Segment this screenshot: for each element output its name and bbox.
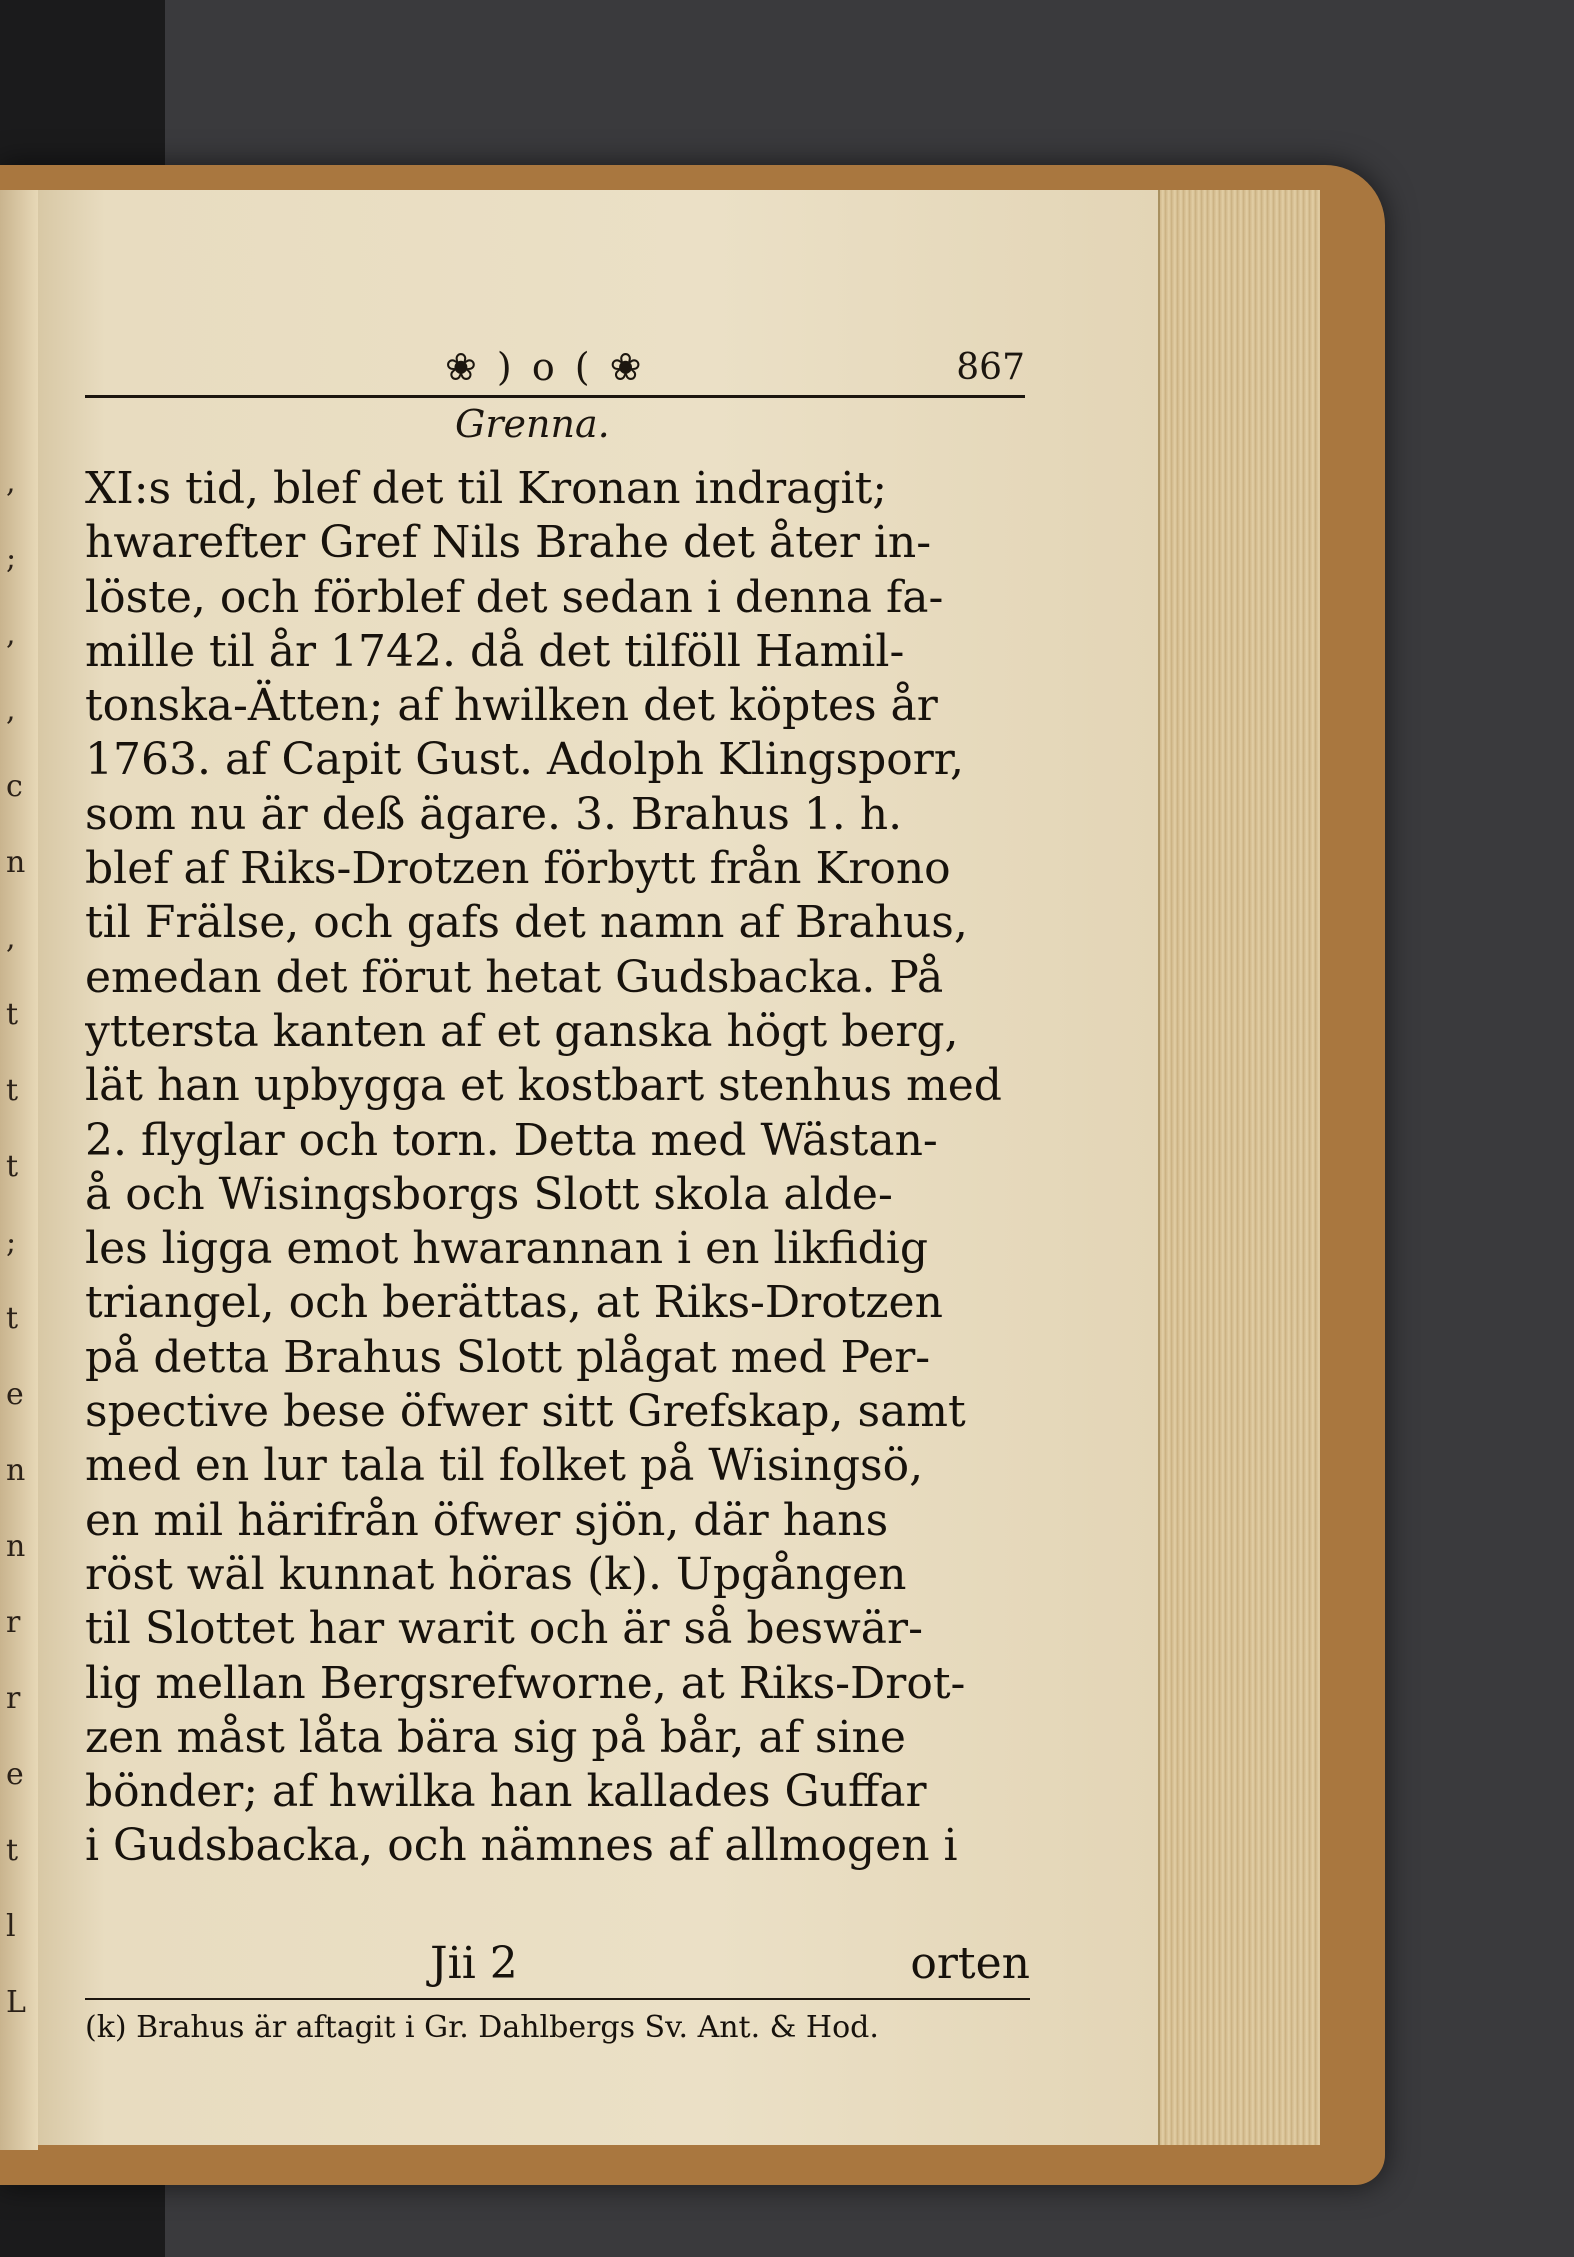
facing-page-glyph: r	[6, 1605, 21, 1640]
page-header	[85, 345, 1025, 405]
text-line: zen måst låta bära sig på bår, af sine	[85, 1711, 906, 1763]
facing-page-glyph: t	[6, 1149, 19, 1184]
facing-page-glyph: ;	[6, 541, 17, 576]
text-line: XI:s tid, blef det til Kronan indragit;	[85, 463, 888, 514]
facing-page-glyph: n	[6, 845, 26, 880]
facing-page-glyph: t	[6, 1301, 19, 1336]
text-line: å och Wisingsborgs Slott skola alde-	[85, 1168, 893, 1220]
facing-page-glyph: ,	[6, 693, 16, 728]
text-line: emedan det förut hetat Gudsbacka. På	[85, 951, 944, 1003]
text-line: tonska-Ätten; af hwilken det köptes år	[85, 680, 938, 732]
text-line: 2. flyglar och torn. Detta med Wästan-	[85, 1114, 938, 1166]
text-line: hwarefter Gref Nils Brahe det åter in-	[85, 517, 932, 569]
text-line: med en lur tala til folket på Wisingsö,	[85, 1440, 924, 1492]
facing-page-glyph: ,	[6, 465, 16, 500]
text-line: lät han upbygga et kostbart stenhus med	[85, 1060, 1002, 1112]
facing-page-glyph: e	[6, 1377, 24, 1412]
text-line: til Slottet har warit och är så beswär-	[85, 1603, 923, 1655]
page-number: 867	[956, 347, 1025, 388]
facing-page-glyph: n	[6, 1529, 26, 1564]
text-line: triangel, och berättas, at Riks-Drotzen	[85, 1277, 943, 1329]
text-line: blef af Riks-Drotzen förbytt från Krono	[85, 843, 951, 895]
facing-page-glyph: ,	[6, 921, 16, 956]
text-line: löste, och förblef det sedan i denna fa-	[85, 571, 944, 623]
text-line: spective bese öfwer sitt Grefskap, samt	[85, 1386, 966, 1438]
text-line: 1763. af Capit Gust. Adolph Klingsporr,	[85, 734, 964, 786]
text-line: i Gudsbacka, och nämnes af allmogen i	[85, 1820, 958, 1872]
facing-page-glyph: n	[6, 1453, 26, 1488]
catchword: orten	[910, 1938, 1030, 1989]
header-rule	[85, 395, 1025, 398]
footnote: (k) Brahus är aftagit i Gr. Dahlbergs Sv. Ant. & Hod.	[85, 2010, 879, 2045]
body-text	[85, 462, 1030, 1874]
facing-page-glyph: t	[6, 1833, 19, 1868]
text-line: yttersta kanten af et ganska högt berg,	[85, 1005, 959, 1057]
catchline	[85, 1938, 1030, 1990]
text-line: som nu är deß ägare. 3. Brahus 1. h.	[85, 788, 903, 840]
facing-page-glyph: ,	[6, 617, 16, 652]
facing-page-edge	[0, 190, 38, 2150]
signature-mark: Jii 2	[430, 1938, 518, 1989]
facing-page-glyph: t	[6, 997, 19, 1032]
text-line: lig mellan Bergsrefworne, at Riks-Drot-	[85, 1657, 966, 1709]
facing-page-glyph: ;	[6, 1225, 17, 1260]
text-line: röst wäl kunnat höras (k). Upgången	[85, 1548, 907, 1600]
text-line: på detta Brahus Slott plågat med Per-	[85, 1331, 931, 1383]
text-line: til Frälse, och gafs det namn af Brahus,	[85, 897, 968, 949]
facing-page-glyph: c	[6, 769, 23, 804]
facing-page-glyph: t	[6, 1073, 19, 1108]
facing-page-glyph: r	[6, 1681, 21, 1716]
header-ornament: ❀ ) o ( ❀	[445, 345, 646, 389]
text-line: les ligga emot hwarannan i en likfidig	[85, 1223, 929, 1275]
text-line: bönder; af hwilka han kallades Guffar	[85, 1766, 927, 1818]
text-line: en mil härifrån öfwer sjön, där hans	[85, 1494, 889, 1546]
facing-page-glyph: e	[6, 1757, 24, 1792]
facing-page-glyph: L	[6, 1985, 26, 2020]
footnote-rule	[85, 1998, 1030, 2000]
running-title: Grenna.	[455, 402, 610, 446]
text-line: mille til år 1742. då det tilföll Hamil-	[85, 625, 905, 677]
page-fore-edge	[1158, 190, 1320, 2145]
facing-page-glyph: l	[6, 1909, 16, 1944]
